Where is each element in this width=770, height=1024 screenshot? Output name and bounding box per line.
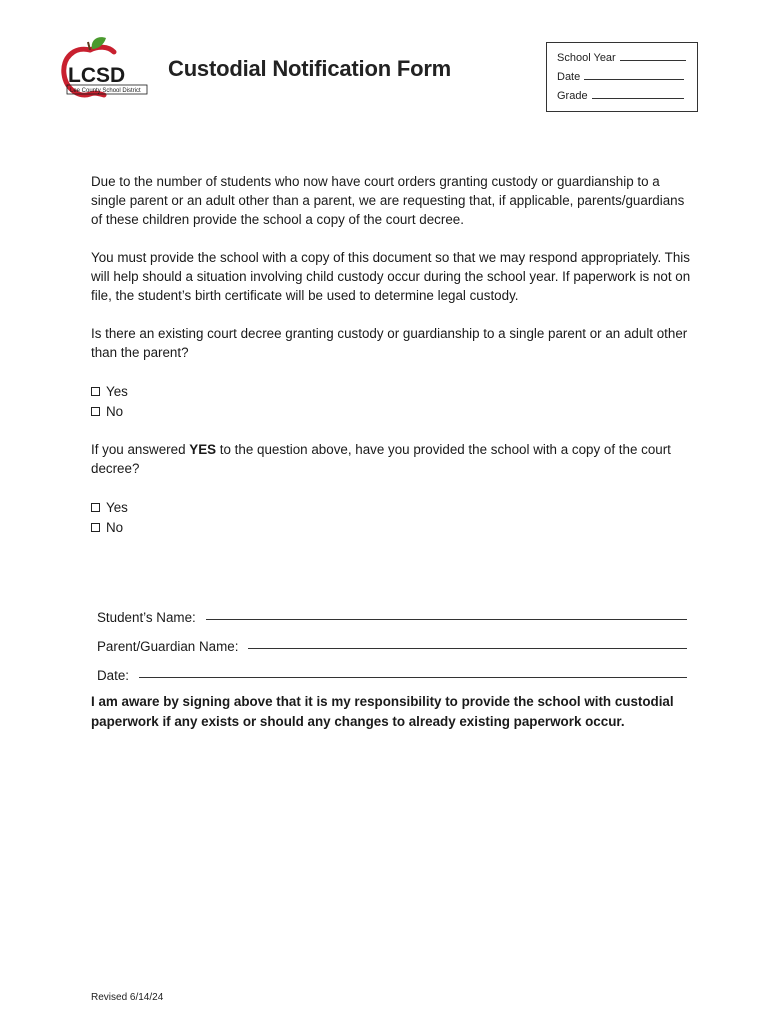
date-sign-label: Date: bbox=[97, 668, 130, 683]
q2-yes-option[interactable] bbox=[91, 497, 691, 517]
q1-no-option[interactable] bbox=[91, 401, 691, 421]
signature-fields bbox=[97, 596, 687, 683]
question-2 bbox=[91, 440, 691, 478]
q2-no-label: No bbox=[106, 519, 124, 535]
revision-footer: Revised 6/14/24 bbox=[91, 992, 164, 1003]
checkbox-icon[interactable] bbox=[91, 523, 100, 532]
requirement-paragraph: You must provide the school with a copy of this document so that we may respond appropriately. This will help should a situation involving child custody occur during the school year. If paperwork is not on file, the student’s birth certificate will be used to determine legal custody. bbox=[91, 250, 691, 303]
parent-name-label: Parent/Guardian Name: bbox=[97, 639, 239, 654]
grade-row bbox=[557, 87, 697, 106]
date-field[interactable] bbox=[584, 68, 684, 80]
student-name-label: Student’s Name: bbox=[97, 610, 196, 625]
checkbox-icon[interactable] bbox=[91, 503, 100, 512]
parent-name-row bbox=[97, 625, 687, 654]
form-body bbox=[91, 172, 691, 556]
date-row bbox=[557, 68, 697, 87]
date-sign-row bbox=[97, 654, 687, 683]
info-box bbox=[546, 42, 698, 112]
date-sign-field[interactable] bbox=[139, 676, 687, 678]
lcsd-logo bbox=[60, 36, 152, 98]
student-name-row bbox=[97, 596, 687, 625]
q1-no-label: No bbox=[106, 403, 124, 419]
parent-name-field[interactable] bbox=[248, 647, 687, 649]
q1-yes-label: Yes bbox=[106, 383, 128, 399]
question-1: Is there an existing court decree granting custody or guardianship to a single parent or an adult other than the parent? bbox=[91, 326, 688, 360]
school-year-label: School Year bbox=[557, 52, 616, 64]
logo-text: LCSD bbox=[68, 64, 126, 87]
date-label: Date bbox=[557, 71, 581, 83]
checkbox-icon[interactable] bbox=[91, 407, 100, 416]
grade-label: Grade bbox=[557, 90, 588, 102]
checkbox-icon[interactable] bbox=[91, 387, 100, 396]
school-year-field[interactable] bbox=[620, 49, 686, 61]
q2-no-option[interactable] bbox=[91, 517, 691, 537]
q2-yes-label: Yes bbox=[106, 499, 128, 515]
q2-bold: YES bbox=[189, 442, 217, 457]
q2-prefix: If you answered bbox=[91, 442, 190, 457]
q2-suffix: to the question above, have you provided the school with a copy of the court decree? bbox=[91, 442, 671, 476]
student-name-field[interactable] bbox=[206, 618, 687, 620]
acknowledgement-statement: I am aware by signing above that it is my responsibility to provide the school with custodial paperwork if any exists or should any changes to already existing paperwork occur. bbox=[91, 694, 674, 729]
question-1-options bbox=[91, 381, 691, 421]
q1-yes-option[interactable] bbox=[91, 381, 691, 401]
question-2-options bbox=[91, 497, 691, 537]
form-title: Custodial Notification Form bbox=[168, 56, 452, 81]
school-year-row bbox=[557, 49, 697, 68]
logo-subtext: Lee County School District bbox=[70, 88, 141, 94]
intro-paragraph: Due to the number of students who now have court orders granting custody or guardianship to a single parent or an adult other than a parent, we are requesting that, if applicable, parents/guardians of these children provide the school a copy of the court decree. bbox=[91, 174, 685, 227]
grade-field[interactable] bbox=[592, 87, 684, 99]
apple-logo-icon bbox=[60, 36, 152, 98]
